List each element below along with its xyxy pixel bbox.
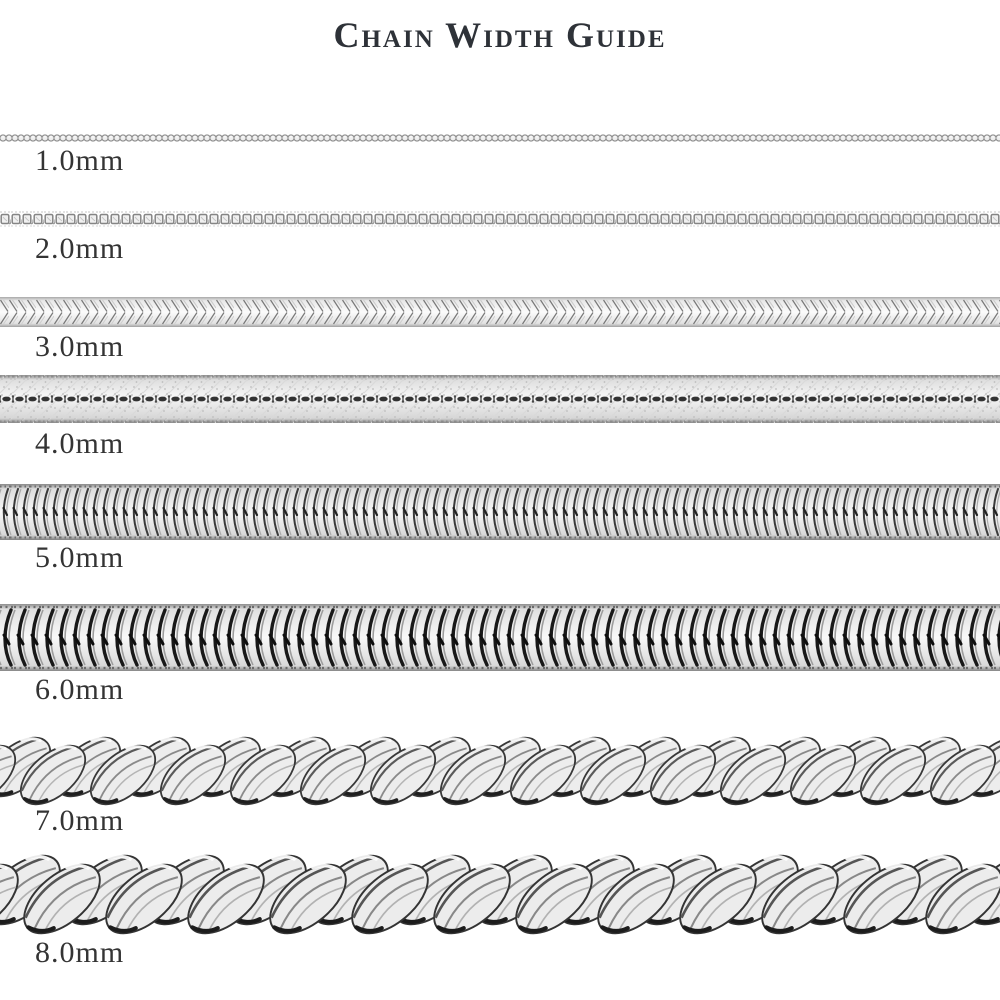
snake-chain-image <box>0 604 1000 671</box>
chain-width-label: 1.0mm <box>35 144 125 177</box>
page-title: Chain Width Guide <box>333 15 667 55</box>
chain-width-label: 2.0mm <box>35 232 125 265</box>
chain-width-label: 8.0mm <box>35 936 125 969</box>
cable-chain-image <box>0 133 1000 143</box>
chain-width-label: 7.0mm <box>35 804 125 837</box>
snake-chain-image <box>0 375 1000 423</box>
chain-width-label: 3.0mm <box>35 330 125 363</box>
rope-chain-image <box>0 851 1000 936</box>
box-chain-image <box>0 210 1000 228</box>
chain-width-label: 4.0mm <box>35 427 125 460</box>
chain-width-label: 5.0mm <box>35 541 125 574</box>
rope-chain-image <box>0 734 1000 807</box>
snake-chain-image <box>0 297 1000 327</box>
chain-width-label: 6.0mm <box>35 673 125 706</box>
snake-chain-image <box>0 484 1000 540</box>
